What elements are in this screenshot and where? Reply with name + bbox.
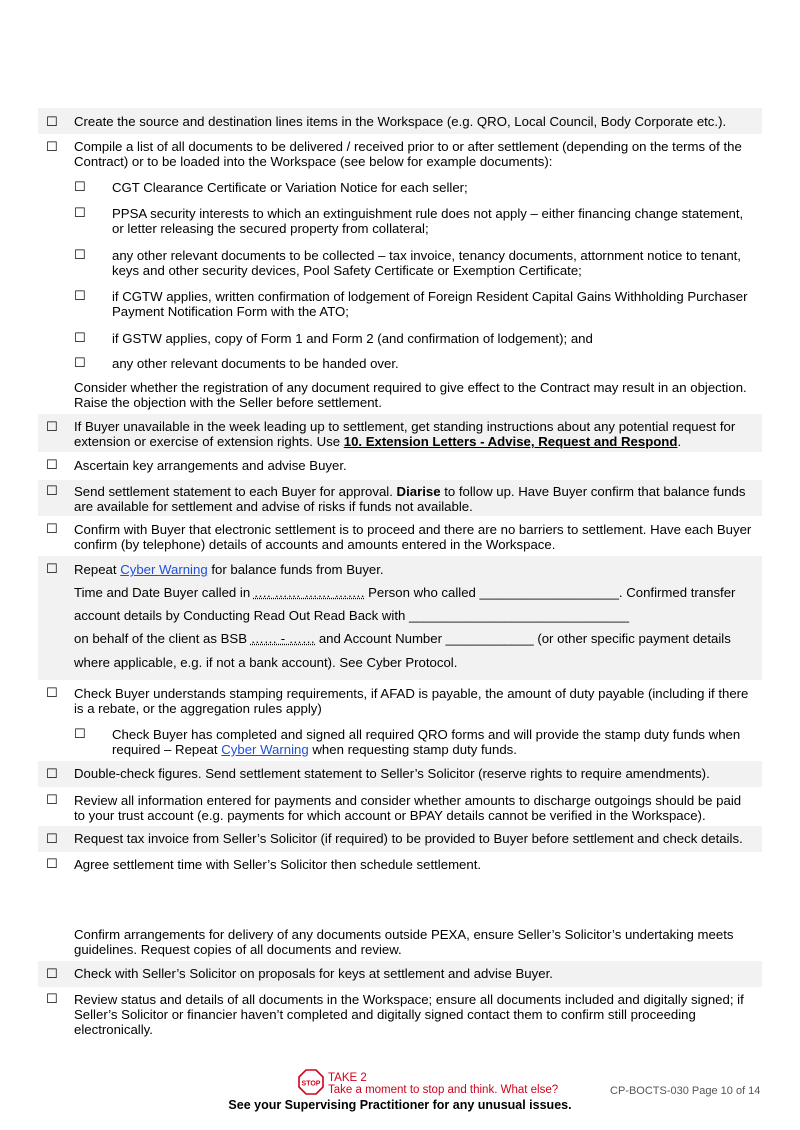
item-text: Check with Seller’s Solicitor on proposals for keys at settlement and advise Buyer. <box>74 966 553 981</box>
checkbox[interactable]: ☐ <box>46 420 58 435</box>
sub-checklist-item <box>38 331 762 347</box>
checklist-item <box>38 992 762 1040</box>
checklist-item-cyber <box>38 556 762 680</box>
checkbox[interactable]: ☐ <box>74 331 86 346</box>
item-text: If Buyer unavailable in the week leading up to settlement, get standing instructions about any potential request for extension or exercise of extension rights. Use 10. Extension Letters - Advise, Request and Respond. <box>74 419 736 449</box>
checklist-item <box>38 826 762 852</box>
checklist-item <box>38 761 762 787</box>
checklist-item <box>38 458 762 474</box>
stop-sign-label: STOP <box>301 1080 321 1088</box>
checkbox[interactable]: ☐ <box>46 562 58 577</box>
sub-checklist-item <box>38 289 762 321</box>
take-2-subtitle: Take a moment to stop and think. What else? <box>328 1084 559 1096</box>
checklist-item <box>38 857 762 873</box>
checkbox[interactable]: ☐ <box>46 832 58 847</box>
cyber-warning-link[interactable]: Cyber Warning <box>221 742 309 757</box>
note-text: Confirm arrangements for delivery of any documents outside PEXA, ensure Seller’s Solicitor’s undertaking meets guidelines. Request copies of all documents and review. <box>74 927 734 957</box>
protocol-line: where applicable, e.g. if not a bank account). See Cyber Protocol. <box>74 655 458 670</box>
checklist-item <box>38 793 762 825</box>
checkbox[interactable]: ☐ <box>46 967 58 982</box>
document-code-page-number: CP-BOCTS-030 Page 10 of 14 <box>610 1085 761 1097</box>
checkbox[interactable]: ☐ <box>74 356 86 371</box>
checklist-item <box>38 414 762 452</box>
item-text: Send settlement statement to each Buyer for approval. Diarise to follow up. Have Buyer confirm that balance funds are available for settlement and advise of risks if funds not available. <box>74 484 746 514</box>
checkbox[interactable]: ☐ <box>46 458 58 473</box>
sub-checklist-item <box>38 180 762 196</box>
item-text: if GSTW applies, copy of Form 1 and Form 2 (and confirmation of lodgement); and <box>112 331 593 346</box>
take-2-title: TAKE 2 <box>328 1072 367 1084</box>
item-text: if CGTW applies, written confirmation of lodgement of Foreign Resident Capital Gains Withholding Purchaser Payment Notification Form with the ATO; <box>112 289 748 319</box>
checkbox[interactable]: ☐ <box>46 857 58 872</box>
item-text: Request tax invoice from Seller’s Solicitor (if required) to be provided to Buyer before settlement and check details. <box>74 831 743 846</box>
item-text: Ascertain key arrangements and advise Buyer. <box>74 458 347 473</box>
checkbox[interactable]: ☐ <box>46 484 58 499</box>
note-text: Consider whether the registration of any document required to give effect to the Contract may result in an objection. Raise the objection with the Seller before settlement. <box>74 380 747 410</box>
item-text: Double-check figures. Send settlement statement to Seller’s Solicitor (reserve rights to require amendments). <box>74 766 710 781</box>
checkbox[interactable]: ☐ <box>74 206 86 221</box>
checkbox[interactable]: ☐ <box>46 767 58 782</box>
checkbox[interactable]: ☐ <box>46 522 58 537</box>
account-details-line: account details by Conducting Read Out Read Back with ______________________________ <box>74 608 630 623</box>
checkbox[interactable]: ☐ <box>46 686 58 701</box>
sub-checklist-item <box>38 727 762 759</box>
supervising-practitioner-note: See your Supervising Practitioner for any unusual issues. <box>228 1098 572 1112</box>
item-text: Agree settlement time with Seller’s Solicitor then schedule settlement. <box>74 857 482 872</box>
item-text: Repeat Cyber Warning for balance funds from Buyer. <box>74 562 384 577</box>
item-text: Confirm with Buyer that electronic settlement is to proceed and there are no barriers to settlement. Have each Buyer confirm (by telephone) details of accounts and amounts entered in the Workspace. <box>74 522 752 552</box>
checklist-item <box>38 480 762 516</box>
checklist-item <box>38 522 762 554</box>
item-text: Review status and details of all documents in the Workspace; ensure all documents included and digitally signed; if Seller’s Solicitor or financier haven’t completed and digitally signed contact them to confirm still proceeding electronically. <box>74 992 744 1037</box>
note-paragraph <box>38 927 762 959</box>
cyber-warning-link[interactable]: Cyber Warning <box>120 562 208 577</box>
extension-letters-link[interactable]: 10. Extension Letters - Advise, Request and Respond <box>343 434 678 449</box>
item-text: Compile a list of all documents to be delivered / received prior to or after settlement (depending on the terms of the Contract) or to be loaded into the Workspace (see below for example documents): <box>74 139 742 169</box>
item-text: Create the source and destination lines items in the Workspace (e.g. QRO, Local Council, Body Corporate etc.). <box>74 114 727 129</box>
stop-sign-icon <box>298 1069 324 1095</box>
checkbox[interactable]: ☐ <box>74 180 86 195</box>
item-text: CGT Clearance Certificate or Variation Notice for each seller; <box>112 180 468 195</box>
checkbox[interactable]: ☐ <box>46 992 58 1007</box>
sub-checklist-item <box>38 248 762 280</box>
item-text: PPSA security interests to which an extinguishment rule does not apply – either financing change statement, or letter releasing the secured property from collateral; <box>112 206 744 236</box>
checklist-item <box>38 139 762 171</box>
checkbox[interactable]: ☐ <box>74 248 86 263</box>
sub-checklist-item <box>38 356 762 372</box>
checkbox[interactable]: ☐ <box>74 289 86 304</box>
item-text: any other relevant documents to be collected – tax invoice, tenancy documents, attornment notice to tenant, keys and other security devices, Pool Safety Certificate or Exemption Certificate; <box>112 248 741 278</box>
bsb-line: on behalf of the client as BSB …… - …… and Account Number ____________ (or other specific payment details <box>74 631 731 646</box>
checkbox[interactable]: ☐ <box>46 793 58 808</box>
checklist-item <box>38 108 762 134</box>
item-text: Review all information entered for payments and consider whether amounts to discharge outgoings should be paid to your trust account (e.g. payments for which account or BPAY details cannot be verified in the Workspace). <box>74 793 742 823</box>
checklist-item <box>38 686 762 718</box>
checklist-item <box>38 961 762 987</box>
checkbox[interactable]: ☐ <box>74 727 86 742</box>
sub-checklist-item <box>38 206 762 238</box>
checkbox[interactable]: ☐ <box>46 115 58 130</box>
call-details-line: Time and Date Buyer called in …. …… …… ……. Person who called ___________________. Confirmed transfer <box>74 585 736 600</box>
item-text: any other relevant documents to be handed over. <box>112 356 399 371</box>
checkbox[interactable]: ☐ <box>46 140 58 155</box>
note-paragraph <box>38 380 762 412</box>
item-text: Check Buyer understands stamping requirements, if AFAD is payable, the amount of duty payable (including if there is a rebate, or the aggregation rules apply) <box>74 686 749 716</box>
item-text: Check Buyer has completed and signed all required QRO forms and will provide the stamp duty funds when required – Repeat Cyber Warning when requesting stamp duty funds. <box>112 727 741 757</box>
